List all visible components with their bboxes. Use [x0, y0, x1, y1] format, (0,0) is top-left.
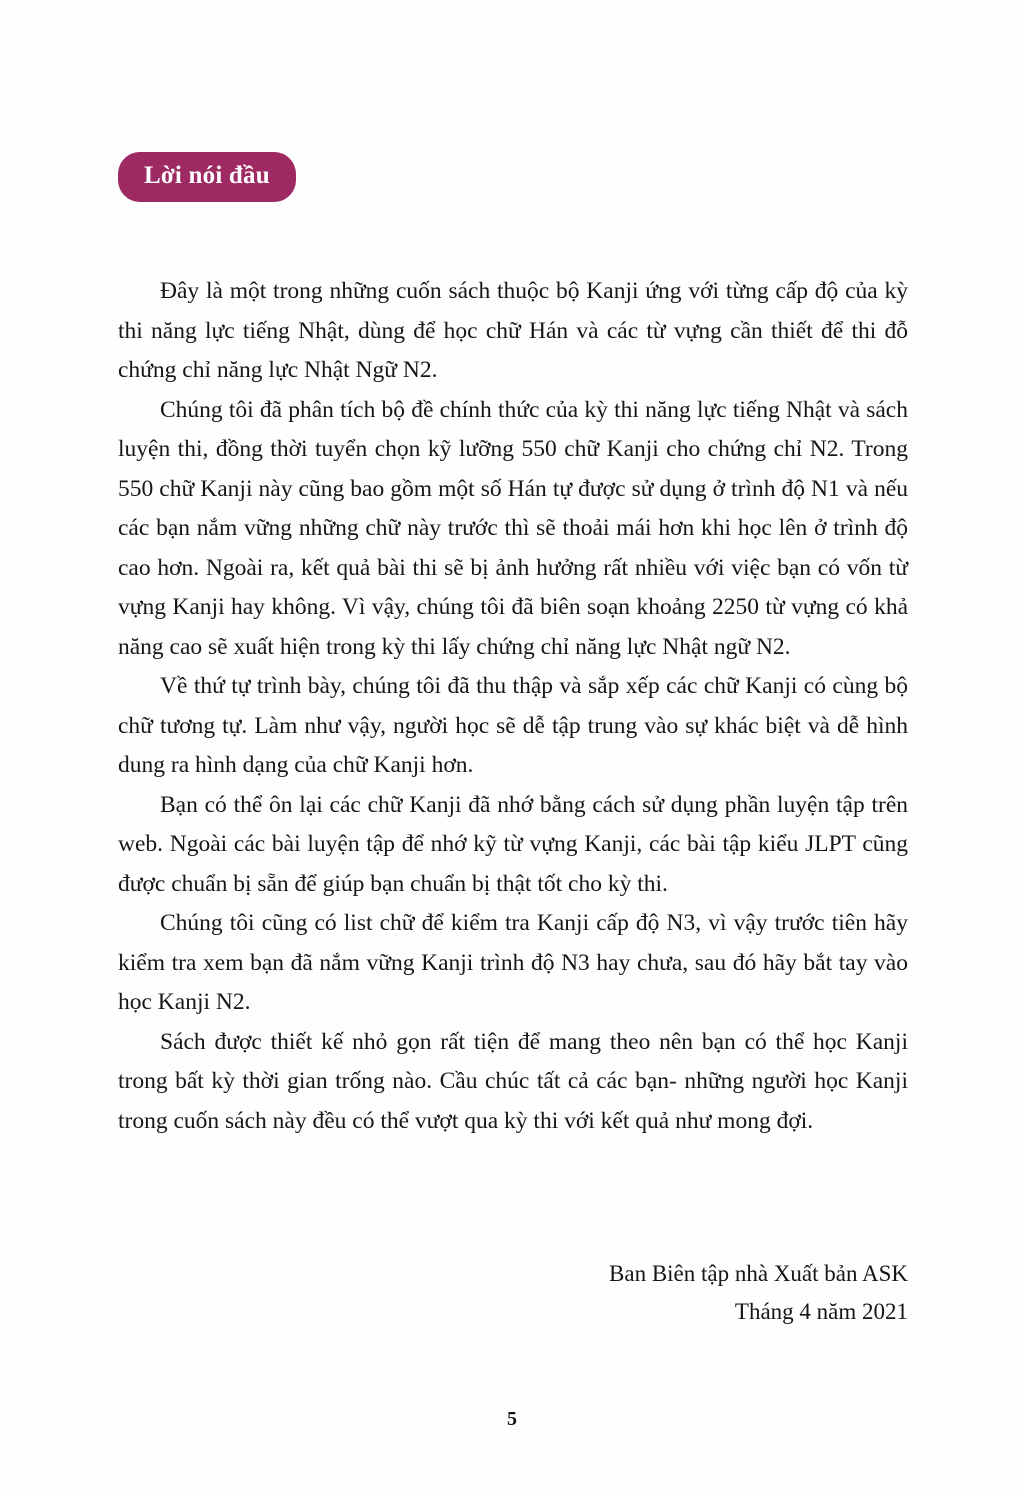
page-title: Lời nói đầu	[118, 152, 296, 202]
paragraph: Bạn có thể ôn lại các chữ Kanji đã nhớ bằng cách sử dụng phần luyện tập trên web. Ngoài các bài luyện tập để nhớ kỹ từ vựng Kanji, các bài tập kiểu JLPT cũng được chuẩn bị sẵn để giúp bạn chuẩn bị thật tốt cho kỳ thi.	[118, 791, 908, 897]
paragraph: Chúng tôi cũng có list chữ để kiểm tra Kanji cấp độ N3, vì vậy trước tiên hãy kiểm tra xem bạn đã nắm vững Kanji trình độ N3 hay chưa, sau đó hãy bắt tay vào học Kanji N2.	[118, 910, 908, 1015]
page-number: 5	[507, 1408, 517, 1430]
signature-date: Tháng 4 năm 2021	[734, 1299, 908, 1324]
paragraph: Đây là một trong những cuốn sách thuộc bộ Kanji ứng với từng cấp độ của kỳ thi năng lực tiếng Nhật, dùng để học chữ Hán và các từ vựng cần thiết để thi đỗ chứng chỉ năng lực Nhật Ngữ N2.	[118, 278, 908, 383]
preface-body	[118, 272, 908, 1141]
paragraph: Sách được thiết kế nhỏ gọn rất tiện để mang theo nên bạn có thể học Kanji trong bất kỳ thời gian trống nào. Cầu chúc tất cả các bạn- những người học Kanji trong cuốn sách này đều có thể vượt qua kỳ thi với kết quả như mong đợi.	[118, 1028, 908, 1134]
signature-publisher: Ban Biên tập nhà Xuất bản ASK	[609, 1261, 908, 1286]
paragraph: Chúng tôi đã phân tích bộ đề chính thức của kỳ thi năng lực tiếng Nhật và sách luyện thi, đồng thời tuyển chọn kỹ lưỡng 550 chữ Kanji cho chứng chỉ N2. Trong 550 chữ Kanji này cũng bao gồm một số Hán tự được sử dụng ở trình độ N1 và nếu các bạn nắm vững những chữ này trước thì sẽ thoải mái hơn khi học lên ở trình độ cao hơn. Ngoài ra, kết quả bài thi sẽ bị ảnh hưởng rất nhiều với việc bạn có vốn từ vựng Kanji hay không. Vì vậy, chúng tôi đã biên soạn khoảng 2250 từ vựng có khả năng cao sẽ xuất hiện trong kỳ thi lấy chứng chỉ năng lực Nhật ngữ N2.	[118, 396, 908, 660]
paragraph: Về thứ tự trình bày, chúng tôi đã thu thập và sắp xếp các chữ Kanji có cùng bộ chữ tương tự. Làm như vậy, người học sẽ dễ tập trung vào sự khác biệt và dễ hình dung ra hình dạng của chữ Kanji hơn.	[118, 673, 908, 778]
signature-block	[388, 1255, 908, 1331]
